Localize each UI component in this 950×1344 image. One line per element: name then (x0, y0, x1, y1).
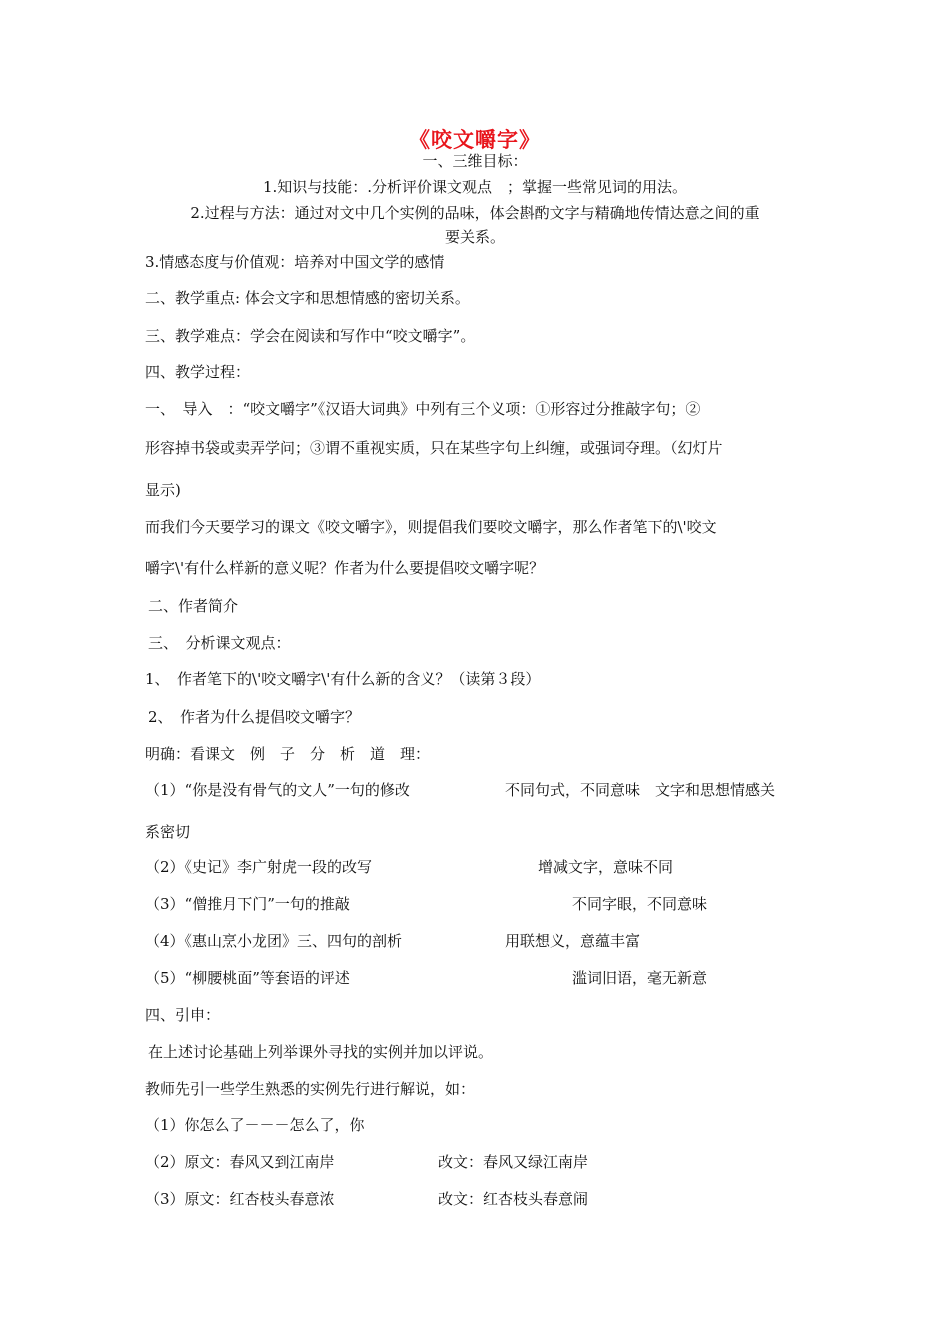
example-1-left: （1）“你是没有骨气的文人”一句的修改 (145, 781, 410, 799)
example-1-right: 不同句式，不同意味 文字和思想情感关 (505, 781, 776, 799)
question-1: 1、 作者笔下的\'咬文嚼字\'有什么新的含义？（读第３段） (145, 670, 541, 688)
clarify-line: 明确：看课文 例 子 分 析 道 理： (145, 745, 431, 763)
goal-process-methods-cont: 要关系。 (444, 228, 505, 246)
extend-heading: 四、引申： (145, 1006, 221, 1024)
example-2-left: （2）《史记》李广射虎一段的改写 (145, 858, 373, 876)
question-2: 2、 作者为什么提倡咬文嚼字？ (148, 708, 361, 726)
case-3-left: （3）原文：红杏枝头春意浓 (145, 1190, 335, 1208)
teacher-instruction: 教师先引一些学生熟悉的实例先行进行解说，如： (145, 1080, 476, 1098)
example-5-right: 滥词旧语，毫无新意 (572, 969, 708, 987)
analysis-heading: 三、 分析课文观点： (148, 634, 291, 652)
goals-heading: 一、三维目标： (422, 152, 528, 170)
intro-line-2: 形容掉书袋或卖弄学问；③谓不重视实质，只在某些字句上纠缠，或强词夺理。（幻灯片 (145, 439, 723, 457)
case-3-right: 改文：红杏枝头春意闹 (438, 1190, 589, 1208)
example-1-cont: 系密切 (145, 823, 191, 841)
example-4-left: （4）《惠山烹小龙团》三、四句的剖析 (145, 932, 403, 950)
intro-line-3: 显示) (145, 481, 181, 499)
example-4-right: 用联想义，意蕴丰富 (505, 932, 641, 950)
teaching-focus: 二、教学重点: 体会文字和思想情感的密切关系。 (145, 289, 470, 307)
case-2-left: （2）原文：春风又到江南岸 (145, 1153, 335, 1171)
lesson-line-2: 嚼字\'有什么样新的意义呢？作者为什么要提倡咬文嚼字呢？ (145, 559, 545, 577)
example-2-right: 增减文字，意味不同 (538, 858, 674, 876)
teaching-difficulty: 三、教学难点：学会在阅读和写作中“咬文嚼字”。 (145, 327, 476, 345)
process-heading: 四、教学过程： (145, 363, 251, 381)
lesson-line-1: 而我们今天要学习的课文《咬文嚼字》，则提倡我们要咬文嚼字，那么作者笔下的\'咬文 (145, 518, 717, 536)
author-intro: 二、作者简介 (148, 597, 239, 615)
goal-process-methods: 2.过程与方法：通过对文中几个实例的品味，体会斟酌文字与精确地传情达意之间的重 (190, 204, 760, 222)
example-3-right: 不同字眼，不同意味 (572, 895, 708, 913)
case-2-right: 改文：春风又绿江南岸 (438, 1153, 589, 1171)
extend-text: 在上述讨论基础上列举课外寻找的实例并加以评说。 (148, 1043, 494, 1061)
goal-knowledge-skills: 1.知识与技能：.分析评价课文观点 ；掌握一些常见词的用法。 (262, 178, 688, 196)
case-1: （1）你怎么了－－－怎么了，你 (145, 1116, 365, 1134)
example-5-left: （5）“柳腰桃面”等套语的评述 (145, 969, 350, 987)
document-title: 《咬文嚼字》 (409, 127, 541, 152)
intro-line-1: 一、 导入 ：“咬文嚼字”《汉语大词典》中列有三个义项：①形容过分推敲字句；② (145, 400, 701, 418)
goal-emotion-values: 3.情感态度与价值观：培养对中国文学的感情 (145, 253, 445, 271)
example-3-left: （3）“僧推月下门”一句的推敲 (145, 895, 350, 913)
